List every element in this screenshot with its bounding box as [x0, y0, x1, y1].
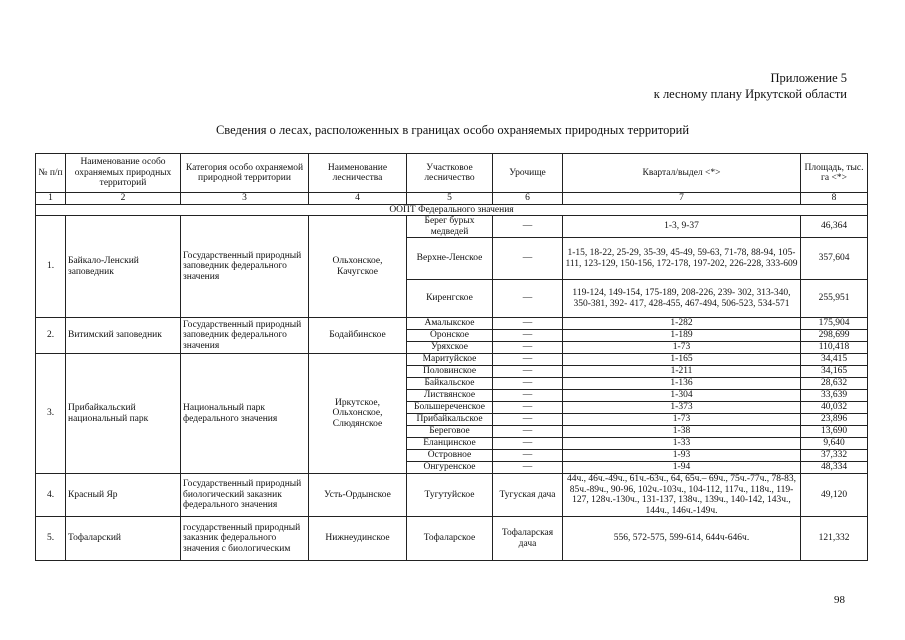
- area-value: 175,904: [801, 318, 868, 330]
- district-forestry: Байкальское: [407, 378, 493, 390]
- header-cell: № п/п: [36, 154, 66, 193]
- column-number: 8: [801, 193, 868, 205]
- district-forestry: Берег бурых медведей: [407, 216, 493, 238]
- forestry-name: Бодайбинское: [309, 318, 407, 354]
- tract-name: —: [493, 450, 563, 462]
- quarters-value: 1-189: [563, 330, 801, 342]
- quarters-value: 119-124, 149-154, 175-189, 208-226, 239- 302, 313-340, 350-381, 392- 417, 428-455, 467-494, 506-523, 534-571: [563, 280, 801, 318]
- protected-area-name: Байкало-Ленский заповедник: [66, 216, 181, 318]
- district-forestry: Островное: [407, 450, 493, 462]
- area-value: 13,690: [801, 426, 868, 438]
- area-value: 40,032: [801, 402, 868, 414]
- area-value: 357,604: [801, 238, 868, 280]
- forestry-name: Ольхонское, Качугское: [309, 216, 407, 318]
- appendix-line-1: Приложение 5: [770, 71, 847, 85]
- protected-area-category: Государственный природный биологический заказник федерального значения: [181, 474, 309, 517]
- table-row: [36, 354, 868, 366]
- header-cell: Урочище: [493, 154, 563, 193]
- header-row: [36, 154, 868, 193]
- quarters-value: 1-165: [563, 354, 801, 366]
- district-forestry: Листвянское: [407, 390, 493, 402]
- quarters-value: 1-33: [563, 438, 801, 450]
- area-value: 9,640: [801, 438, 868, 450]
- column-number: 4: [309, 193, 407, 205]
- section-row: [36, 204, 868, 216]
- record-number: 3.: [36, 354, 66, 474]
- tract-name: —: [493, 390, 563, 402]
- column-number: 2: [66, 193, 181, 205]
- forestry-name: Иркутское, Ольхонское, Слюдянское: [309, 354, 407, 474]
- tract-name: Тофаларская дача: [493, 517, 563, 561]
- protected-area-name: Тофаларский: [66, 517, 181, 561]
- quarters-value: 1-73: [563, 414, 801, 426]
- quarters-value: 556, 572-575, 599-614, 644ч-646ч.: [563, 517, 801, 561]
- tract-name: —: [493, 402, 563, 414]
- district-forestry: Половинское: [407, 366, 493, 378]
- protected-area-name: Прибайкальский национальный парк: [66, 354, 181, 474]
- area-value: 46,364: [801, 216, 868, 238]
- header-cell: Наименование особо охраняемых природных территорий: [66, 154, 181, 193]
- tract-name: —: [493, 280, 563, 318]
- tract-name: —: [493, 462, 563, 474]
- area-value: 298,699: [801, 330, 868, 342]
- district-forestry: Верхне-Ленское: [407, 238, 493, 280]
- area-value: 28,632: [801, 378, 868, 390]
- district-forestry: Береговое: [407, 426, 493, 438]
- record-number: 4.: [36, 474, 66, 517]
- protected-area-category: Национальный парк федерального значения: [181, 354, 309, 474]
- tract-name: —: [493, 426, 563, 438]
- protected-area-name: Витимский заповедник: [66, 318, 181, 354]
- protected-area-category: государственный природный заказник федерального значения с биологическим: [181, 517, 309, 561]
- district-forestry: Большереченское: [407, 402, 493, 414]
- district-forestry: Тугутуйское: [407, 474, 493, 517]
- table-row: [36, 318, 868, 330]
- quarters-value: 44ч., 46ч.-49ч., 61ч.-63ч., 64, 65ч.– 69ч., 75ч.-77ч., 78-83, 85ч.-89ч., 90-96, 102ч.-103ч., 104-112, 117ч., 118ч., 119-127, 128ч.-130ч., 131-137, 138ч., 139ч., 140-142, 143ч., 144ч., 146ч.-149ч.: [563, 474, 801, 517]
- tract-name: —: [493, 366, 563, 378]
- quarters-value: 1-304: [563, 390, 801, 402]
- tract-name: —: [493, 414, 563, 426]
- area-value: 33,639: [801, 390, 868, 402]
- section-title: ООПТ Федерального значения: [36, 204, 868, 216]
- record-number: 2.: [36, 318, 66, 354]
- protected-areas-table: [35, 153, 868, 561]
- appendix-line-2: к лесному плану Иркутской области: [653, 87, 847, 101]
- district-forestry: Маритуйское: [407, 354, 493, 366]
- area-value: 49,120: [801, 474, 868, 517]
- area-value: 121,332: [801, 517, 868, 561]
- table-row: [36, 216, 868, 238]
- document-title: Сведения о лесах, расположенных в границах особо охраняемых природных территорий: [215, 123, 690, 137]
- tract-name: —: [493, 438, 563, 450]
- header-cell: Категория особо охраняемой природной территории: [181, 154, 309, 193]
- header-cell: Квартал/выдел <*>: [563, 154, 801, 193]
- quarters-value: 1-373: [563, 402, 801, 414]
- column-number: 7: [563, 193, 801, 205]
- quarters-value: 1-73: [563, 342, 801, 354]
- area-value: 37,332: [801, 450, 868, 462]
- column-number-row: [36, 193, 868, 205]
- district-forestry: Тофаларское: [407, 517, 493, 561]
- table-row: [36, 474, 868, 517]
- district-forestry: Прибайкальское: [407, 414, 493, 426]
- forestry-name: Нижнеудинское: [309, 517, 407, 561]
- header-cell: Площадь, тыс. га <*>: [801, 154, 868, 193]
- record-number: 5.: [36, 517, 66, 561]
- tract-name: —: [493, 216, 563, 238]
- quarters-value: 1-93: [563, 450, 801, 462]
- protected-area-category: Государственный природный заповедник федерального значения: [181, 318, 309, 354]
- area-value: 255,951: [801, 280, 868, 318]
- quarters-value: 1-15, 18-22, 25-29, 35-39, 45-49, 59-63, 71-78, 88-94, 105-111, 123-129, 150-156, 172-178, 197-202, 226-228, 333-609: [563, 238, 801, 280]
- forestry-name: Усть-Ордынское: [309, 474, 407, 517]
- area-value: 48,334: [801, 462, 868, 474]
- quarters-value: 1-282: [563, 318, 801, 330]
- tract-name: Тугуская дача: [493, 474, 563, 517]
- page-number: 98: [834, 594, 845, 606]
- header-cell: Участковое лесничество: [407, 154, 493, 193]
- district-forestry: Оронское: [407, 330, 493, 342]
- quarters-value: 1-3, 9-37: [563, 216, 801, 238]
- column-number: 1: [36, 193, 66, 205]
- column-number: 3: [181, 193, 309, 205]
- district-forestry: Амалыкское: [407, 318, 493, 330]
- header-cell: Наименование лесничества: [309, 154, 407, 193]
- quarters-value: 1-136: [563, 378, 801, 390]
- area-value: 34,415: [801, 354, 868, 366]
- area-value: 34,165: [801, 366, 868, 378]
- area-value: 110,418: [801, 342, 868, 354]
- protected-area-name: Красный Яр: [66, 474, 181, 517]
- district-forestry: Еланцинское: [407, 438, 493, 450]
- district-forestry: Уряхское: [407, 342, 493, 354]
- tract-name: —: [493, 330, 563, 342]
- district-forestry: Онгуренское: [407, 462, 493, 474]
- tract-name: —: [493, 238, 563, 280]
- quarters-value: 1-38: [563, 426, 801, 438]
- tract-name: —: [493, 354, 563, 366]
- tract-name: —: [493, 342, 563, 354]
- column-number: 6: [493, 193, 563, 205]
- quarters-value: 1-94: [563, 462, 801, 474]
- protected-area-category: Государственный природный заповедник федерального значения: [181, 216, 309, 318]
- district-forestry: Киренгское: [407, 280, 493, 318]
- tract-name: —: [493, 378, 563, 390]
- column-number: 5: [407, 193, 493, 205]
- quarters-value: 1-211: [563, 366, 801, 378]
- table-row: [36, 517, 868, 561]
- tract-name: —: [493, 318, 563, 330]
- record-number: 1.: [36, 216, 66, 318]
- area-value: 23,896: [801, 414, 868, 426]
